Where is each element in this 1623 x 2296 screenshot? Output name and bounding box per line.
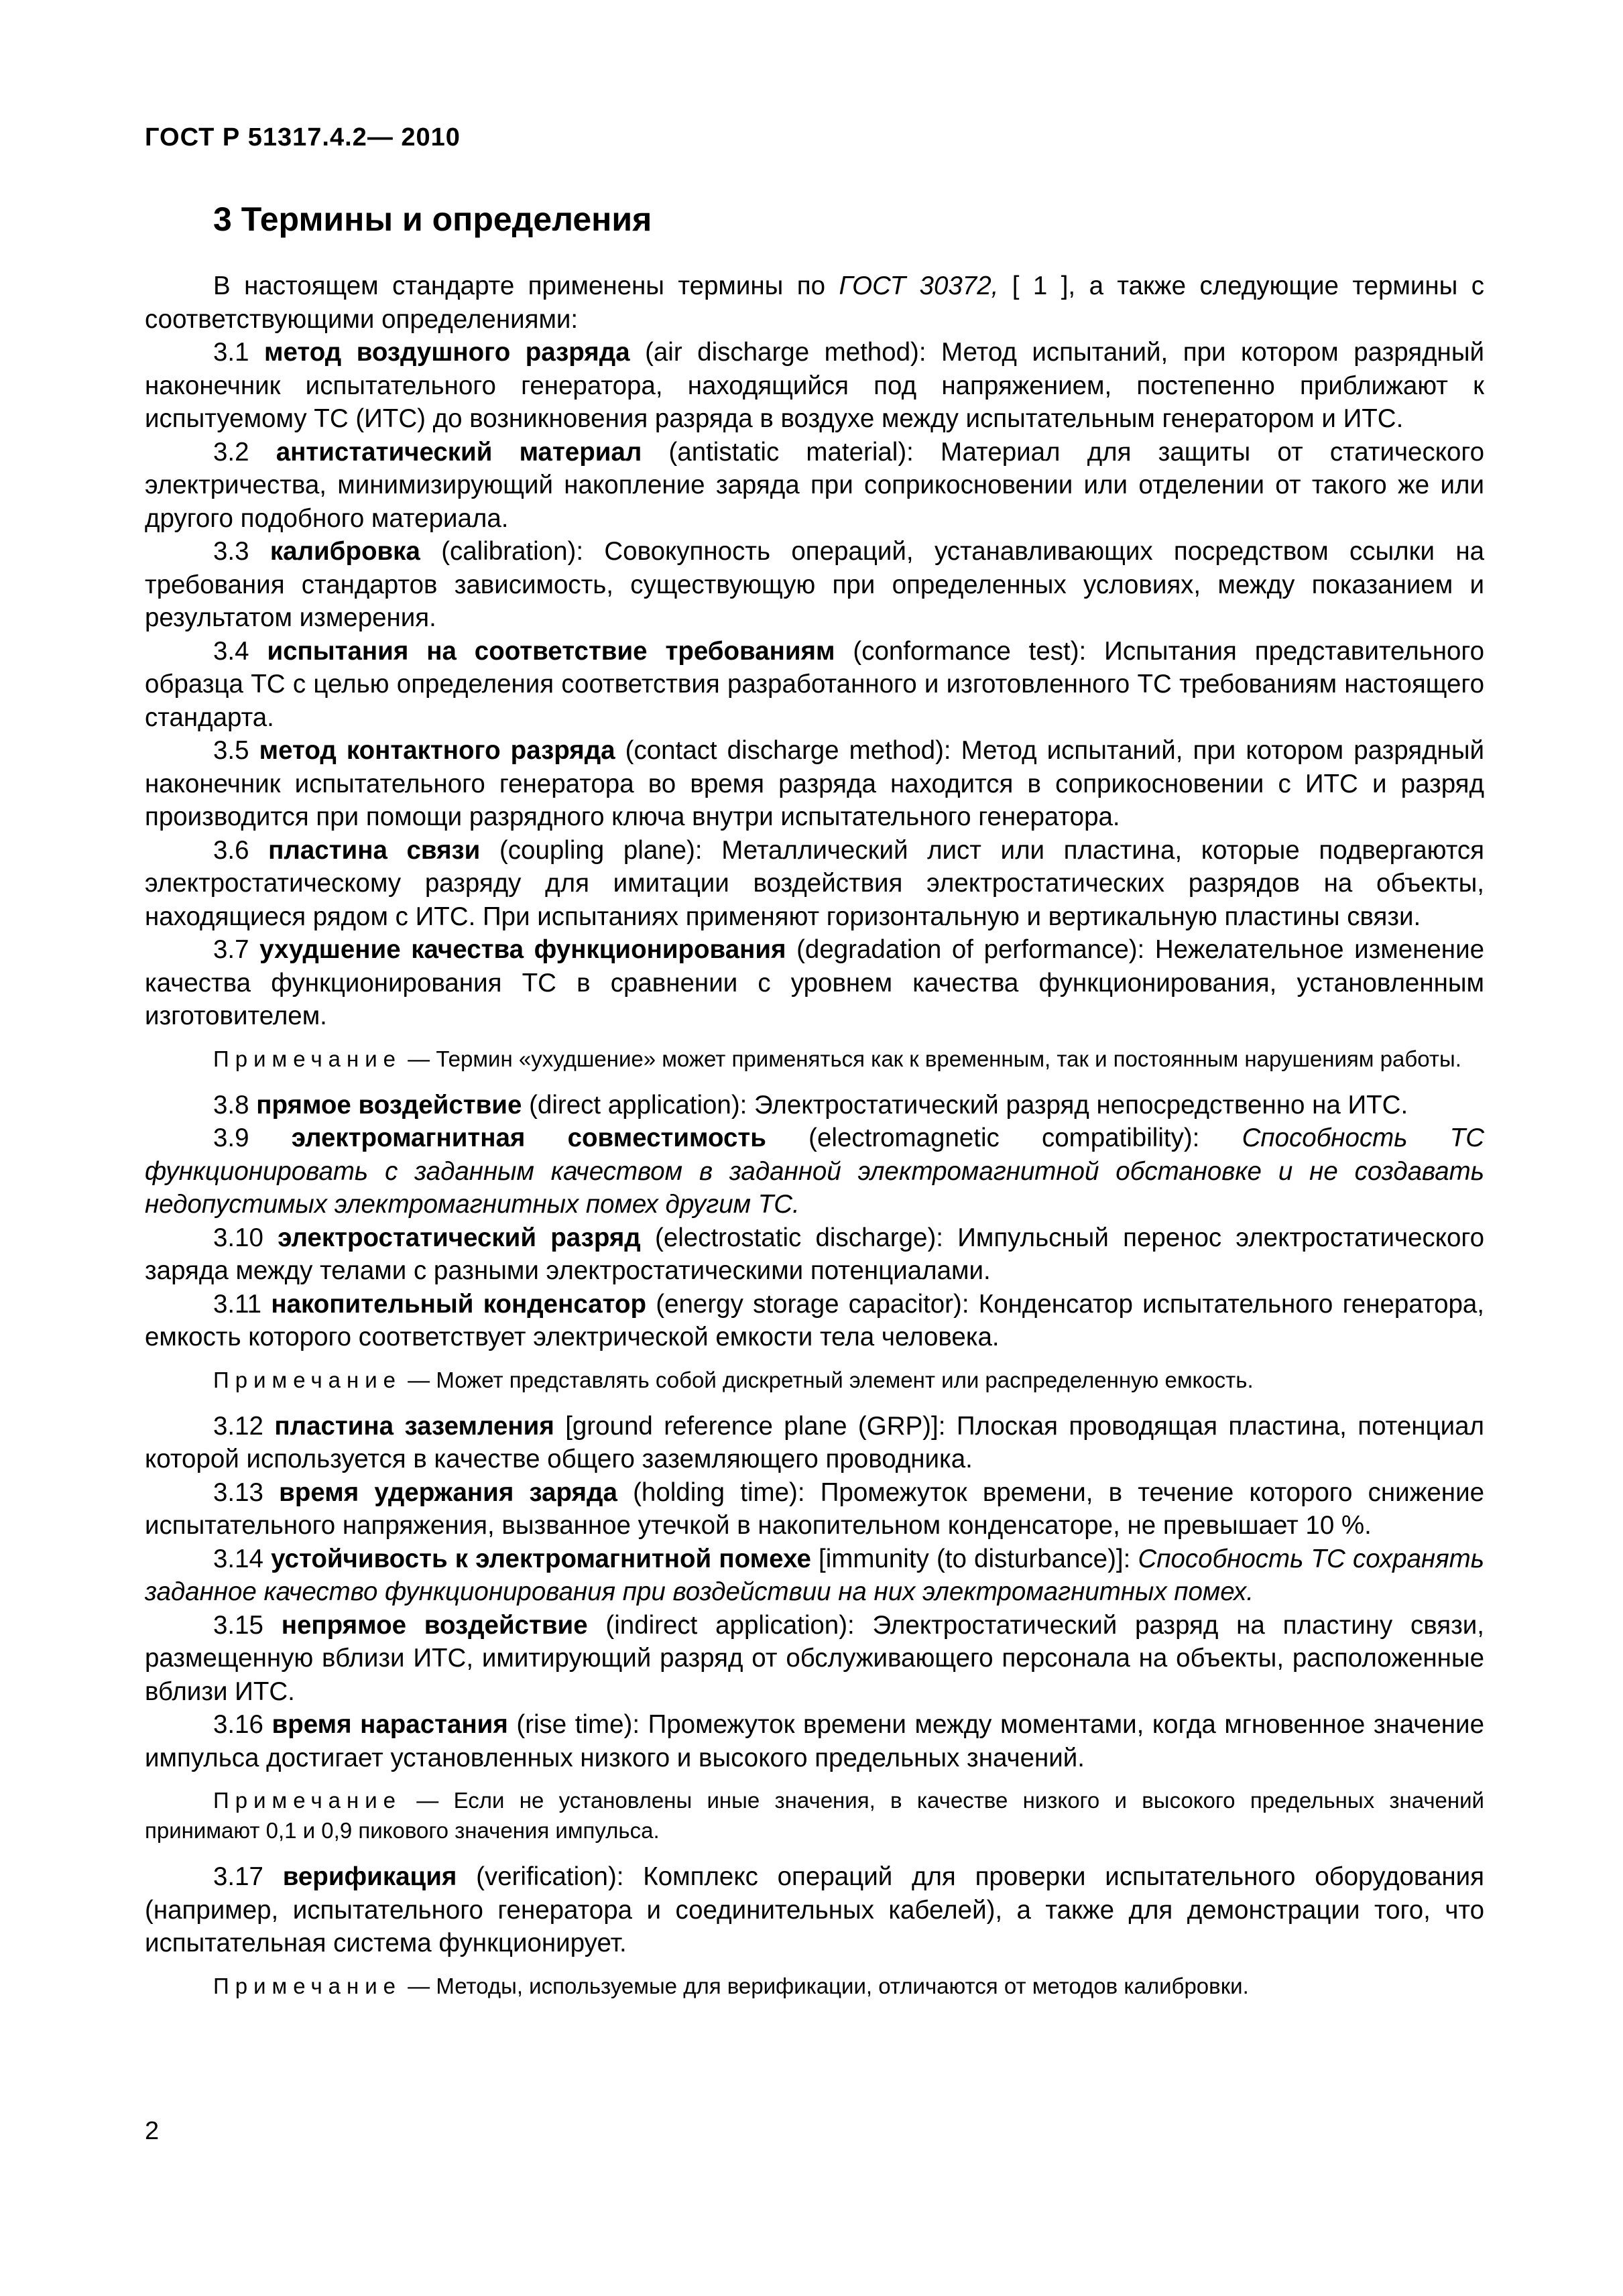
term-number: 3.3 bbox=[213, 537, 270, 566]
term-3-6 bbox=[145, 834, 1484, 934]
term-3-3 bbox=[145, 535, 1484, 635]
term-3-16 bbox=[145, 1708, 1484, 1774]
note-label: Примечание bbox=[213, 1788, 402, 1813]
term-definition: (holding time): Промежуток времени, в течение которого снижение испытательного напряжения, вызванное утечкой в накопительном конденсаторе, не превышает 10 %. bbox=[145, 1477, 1484, 1540]
term-name: пластина связи bbox=[268, 835, 481, 865]
term-name: ухудшение качества функционирования bbox=[259, 935, 786, 964]
note-label: Примечание bbox=[213, 1973, 402, 1998]
note-text: — Термин «ухудшение» может применяться как к временным, так и постоянным нарушениям работы. bbox=[402, 1046, 1461, 1071]
term-number: 3.10 bbox=[213, 1223, 278, 1252]
term-name: время нарастания bbox=[272, 1710, 508, 1739]
term-name: антистатический материал bbox=[276, 437, 642, 467]
term-3-2 bbox=[145, 436, 1484, 536]
term-number: 3.7 bbox=[213, 935, 260, 964]
term-definition: (degradation of performance): Нежелательное изменение качества функционирования ТС в сравнении с уровнем качества функционирования, установленным изготовителем. bbox=[145, 935, 1484, 1030]
standard-reference: ГОСТ 30372, bbox=[839, 271, 999, 300]
term-number: 3.2 bbox=[213, 437, 276, 467]
term-definition: (coupling plane): Металлический лист или пластина, которые подвергаются электростатическому разряду для имитации воздействия электростатических разрядов на объекты, находящиеся рядом с ИТС. При испытаниях применяют горизонтальную и вертикальную пластины связи. bbox=[145, 835, 1485, 931]
term-number: 3.5 bbox=[213, 736, 259, 765]
term-3-10 bbox=[145, 1221, 1484, 1288]
term-number: 3.11 bbox=[213, 1289, 272, 1319]
term-3-9 bbox=[145, 1122, 1484, 1221]
term-3-12 bbox=[145, 1410, 1484, 1476]
page-number: 2 bbox=[145, 2117, 160, 2145]
term-number: 3.8 bbox=[213, 1090, 257, 1120]
term-name: испытания на соответствие требованиям bbox=[267, 636, 835, 666]
term-name: метод воздушного разряда bbox=[264, 338, 630, 367]
note-2 bbox=[145, 1365, 1484, 1395]
term-number: 3.12 bbox=[213, 1411, 275, 1441]
note-4 bbox=[145, 1971, 1484, 2001]
section-title: 3 Термины и определения bbox=[213, 200, 652, 238]
term-number: 3.4 bbox=[213, 636, 267, 666]
note-text: — Если не установлены иные значения, в качестве низкого и высокого предельных значений принимают 0,1 и 0,9 пикового значения импульса. bbox=[145, 1788, 1484, 1843]
term-name: непрямое воздействие bbox=[281, 1610, 588, 1640]
term-3-11 bbox=[145, 1288, 1484, 1354]
term-number: 3.15 bbox=[213, 1610, 282, 1640]
term-definition: (energy storage capacitor): Конденсатор испытательного генератора, емкость которого соответствует электрической емкости тела человека. bbox=[145, 1289, 1484, 1351]
term-definition: [immunity (to disturbance)]: bbox=[810, 1544, 1138, 1573]
term-number: 3.16 bbox=[213, 1710, 272, 1739]
note-label: Примечание bbox=[213, 1046, 402, 1071]
document-body bbox=[145, 269, 1484, 2016]
term-3-7 bbox=[145, 933, 1484, 1033]
intro-text-end: [ 1 ], а также следующие термины с соответствующими определениями: bbox=[145, 271, 1485, 334]
term-name: прямое воздействие bbox=[256, 1090, 522, 1120]
term-definition: [ground reference plane (GRP)]: Плоская проводящая пластина, потенциал которой используется в качестве общего заземляющего проводника. bbox=[145, 1411, 1484, 1473]
term-name: устойчивость к электромагнитной помехе bbox=[271, 1544, 811, 1573]
term-definition: (electrostatic discharge): Импульсный перенос электростатического заряда между телами с разными электростатическими потенциалами. bbox=[145, 1223, 1484, 1285]
term-definition: (antistatic material): Материал для защиты от статического электричества, минимизирующий накопление заряда при соприкосновении или отделении от такого же или другого подобного материала. bbox=[145, 437, 1484, 533]
term-number: 3.1 bbox=[213, 338, 265, 367]
term-3-15 bbox=[145, 1609, 1484, 1709]
term-3-17 bbox=[145, 1860, 1484, 1960]
term-definition: (calibration): Совокупность операций, устанавливающих посредством ссылки на требования стандартов зависимость, существующую при определенных условиях, между показанием и результатом измерения. bbox=[145, 537, 1485, 632]
intro-paragraph bbox=[145, 269, 1484, 336]
term-name: верификация bbox=[282, 1862, 457, 1891]
term-name: время удержания заряда bbox=[279, 1477, 617, 1507]
term-name: электромагнитная совместимость bbox=[291, 1124, 766, 1152]
note-3 bbox=[145, 1785, 1484, 1846]
term-definition: (indirect application): Электростатический разряд на пластину связи, размещенную вблизи ИТС, имитирующий разряд от обслуживающего персонала на объекты, расположенные вблизи ИТС. bbox=[145, 1610, 1484, 1706]
term-number: 3.17 bbox=[213, 1862, 283, 1891]
term-name: калибровка bbox=[269, 537, 420, 566]
term-definition: (contact discharge method): Метод испытаний, при котором разрядный наконечник испытательного генератора во время разряда находится в соприкосновении с ИТС и разряд производится при помощи разрядного ключа внутри испытательного генератора. bbox=[145, 736, 1484, 831]
term-number: 3.9 bbox=[213, 1124, 292, 1152]
term-name: электростатический разряд bbox=[278, 1223, 641, 1252]
term-definition: (electromagnetic compatibility): bbox=[766, 1124, 1242, 1152]
term-definition-italic: Способность ТС сохранять заданное качество функционирования при воздействии на них электромагнитных помех. bbox=[145, 1544, 1484, 1606]
term-name: пластина заземления bbox=[274, 1411, 554, 1441]
term-3-14 bbox=[145, 1543, 1484, 1609]
term-definition: (verification): Комплекс операций для проверки испытательного оборудования (например, испытательного генератора и соединительных кабелей), а также для демонстрации того, что испытательная система функционирует. bbox=[145, 1862, 1484, 1957]
term-definition-italic: Способность ТС функционировать с заданным качеством в заданной электромагнитной обстановке и не создавать недопустимых электромагнитных помех другим ТС. bbox=[145, 1124, 1485, 1219]
term-3-1 bbox=[145, 336, 1484, 436]
intro-text: В настоящем стандарте применены термины по bbox=[213, 271, 839, 300]
term-definition: (direct application): Электростатический разряд непосредственно на ИТС. bbox=[522, 1090, 1408, 1120]
term-number: 3.14 bbox=[213, 1544, 272, 1573]
term-definition: (conformance test): Испытания представительного образца ТС с целью определения соответствия разработанного и изготовленного ТС требованиям настоящего стандарта. bbox=[145, 636, 1484, 732]
term-name: метод контактного разряда bbox=[259, 736, 615, 765]
note-label: Примечание bbox=[213, 1367, 402, 1392]
term-3-4 bbox=[145, 635, 1484, 735]
note-1 bbox=[145, 1044, 1484, 1074]
term-number: 3.13 bbox=[213, 1477, 280, 1507]
term-definition: (air discharge method): Метод испытаний, при котором разрядный наконечник испытательного генератора, находящийся под напряжением, постепенно приближают к испытуемому ТС (ИТС) до возникновения разряда в воздухе между испытательным генератором и ИТС. bbox=[145, 338, 1485, 433]
term-number: 3.6 bbox=[213, 835, 269, 865]
note-text: — Методы, используемые для верификации, отличаются от методов калибровки. bbox=[402, 1973, 1249, 1998]
document-header: ГОСТ Р 51317.4.2— 2010 bbox=[145, 123, 461, 152]
note-text: — Может представлять собой дискретный элемент или распределенную емкость. bbox=[402, 1367, 1254, 1392]
term-definition: (rise time): Промежуток времени между моментами, когда мгновенное значение импульса достигает установленных низкого и высокого предельных значений. bbox=[145, 1710, 1484, 1772]
term-name: накопительный конденсатор bbox=[271, 1289, 647, 1319]
term-3-13 bbox=[145, 1476, 1484, 1543]
term-3-5 bbox=[145, 734, 1484, 834]
term-3-8 bbox=[145, 1089, 1484, 1122]
